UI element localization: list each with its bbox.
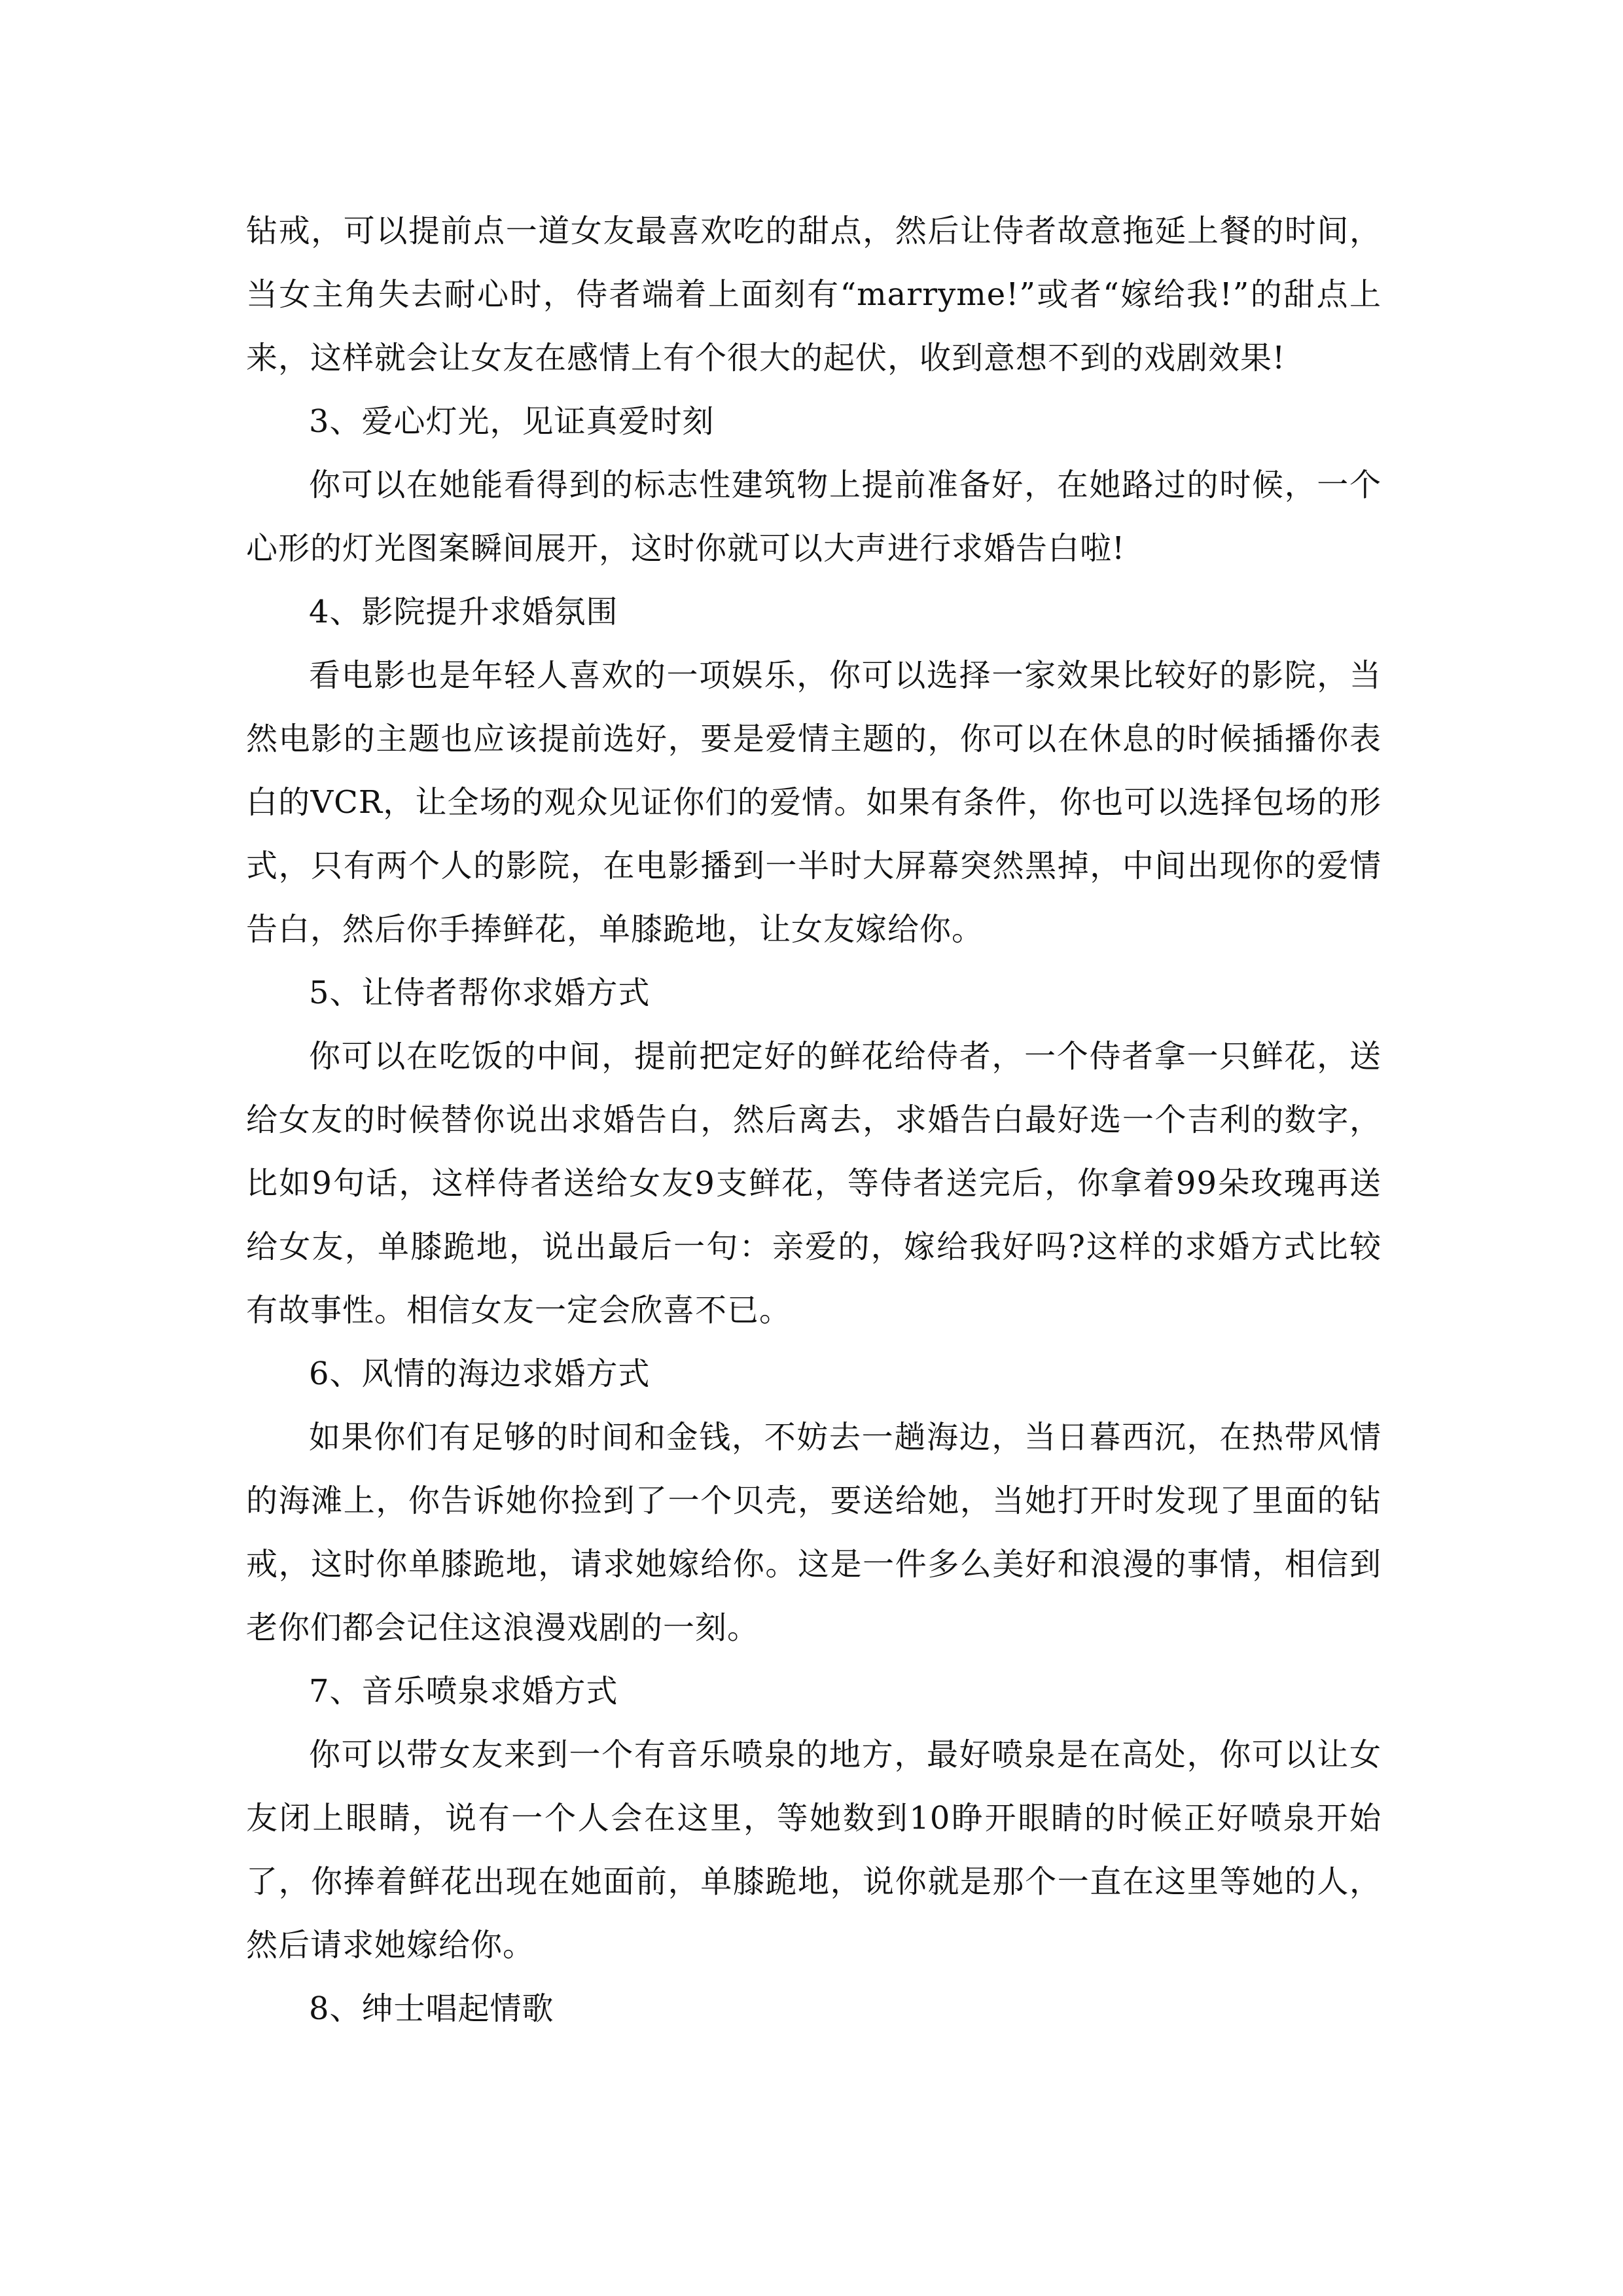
paragraph-section-6: 如果你们有足够的时间和金钱，不妨去一趟海边，当日暮西沉，在热带风情的海滩上，你告诉她你捡到了一个贝壳，要送给她，当她打开时发现了里面的钻戒，这时你单膝跪地，请求她嫁给你。这是一件多么美好和浪漫的事情，相信到老你们都会记住这浪漫戏剧的一刻。 [246,1419,1382,1646]
section-heading-8: 8、绅士唱起情歌 [309,1990,554,2027]
section-heading-5: 5、让侍者帮你求婚方式 [309,975,651,1011]
paragraph-intro-continuation: 钻戒，可以提前点一道女友最喜欢吃的甜点，然后让侍者故意拖延上餐的时间，当女主角失去耐心时，侍者端着上面刻有“marryme!”或者“嫁给我!”的甜点上来，这样就会让女友在感情上有个很大的起伏，收到意想不到的戏剧效果! [246,213,1382,376]
document-body [246,200,1382,2041]
section-heading-4: 4、影院提升求婚氛围 [309,594,618,630]
section-heading-7: 7、音乐喷泉求婚方式 [309,1673,618,1710]
paragraph-section-7: 你可以带女友来到一个有音乐喷泉的地方，最好喷泉是在高处，你可以让女友闭上眼睛，说有一个人会在这里，等她数到10睁开眼睛的时候正好喷泉开始了，你捧着鲜花出现在她面前，单膝跪地，说你就是那个一直在这里等她的人，然后请求她嫁给你。 [246,1736,1382,1964]
paragraph-section-3: 你可以在她能看得到的标志性建筑物上提前准备好，在她路过的时候，一个心形的灯光图案瞬间展开，这时你就可以大声进行求婚告白啦! [246,467,1382,567]
paragraph-section-4: 看电影也是年轻人喜欢的一项娱乐，你可以选择一家效果比较好的影院，当然电影的主题也应该提前选好，要是爱情主题的，你可以在休息的时候插播你表白的VCR，让全场的观众见证你们的爱情。如果有条件，你也可以选择包场的形式，只有两个人的影院，在电影播到一半时大屏幕突然黑掉，中间出现你的爱情告白，然后你手捧鲜花，单膝跪地，让女友嫁给你。 [246,657,1382,948]
section-heading-6: 6、风情的海边求婚方式 [309,1355,651,1392]
section-heading-3: 3、爱心灯光，见证真爱时刻 [309,403,715,440]
paragraph-section-5: 你可以在吃饭的中间，提前把定好的鲜花给侍者，一个侍者拿一只鲜花，送给女友的时候替你说出求婚告白，然后离去，求婚告白最好选一个吉利的数字，比如9句话，这样侍者送给女友9支鲜花，等侍者送完后，你拿着99朵玫瑰再送给女友，单膝跪地，说出最后一句：亲爱的，嫁给我好吗?这样的求婚方式比较有故事性。相信女友一定会欣喜不已。 [246,1038,1382,1329]
